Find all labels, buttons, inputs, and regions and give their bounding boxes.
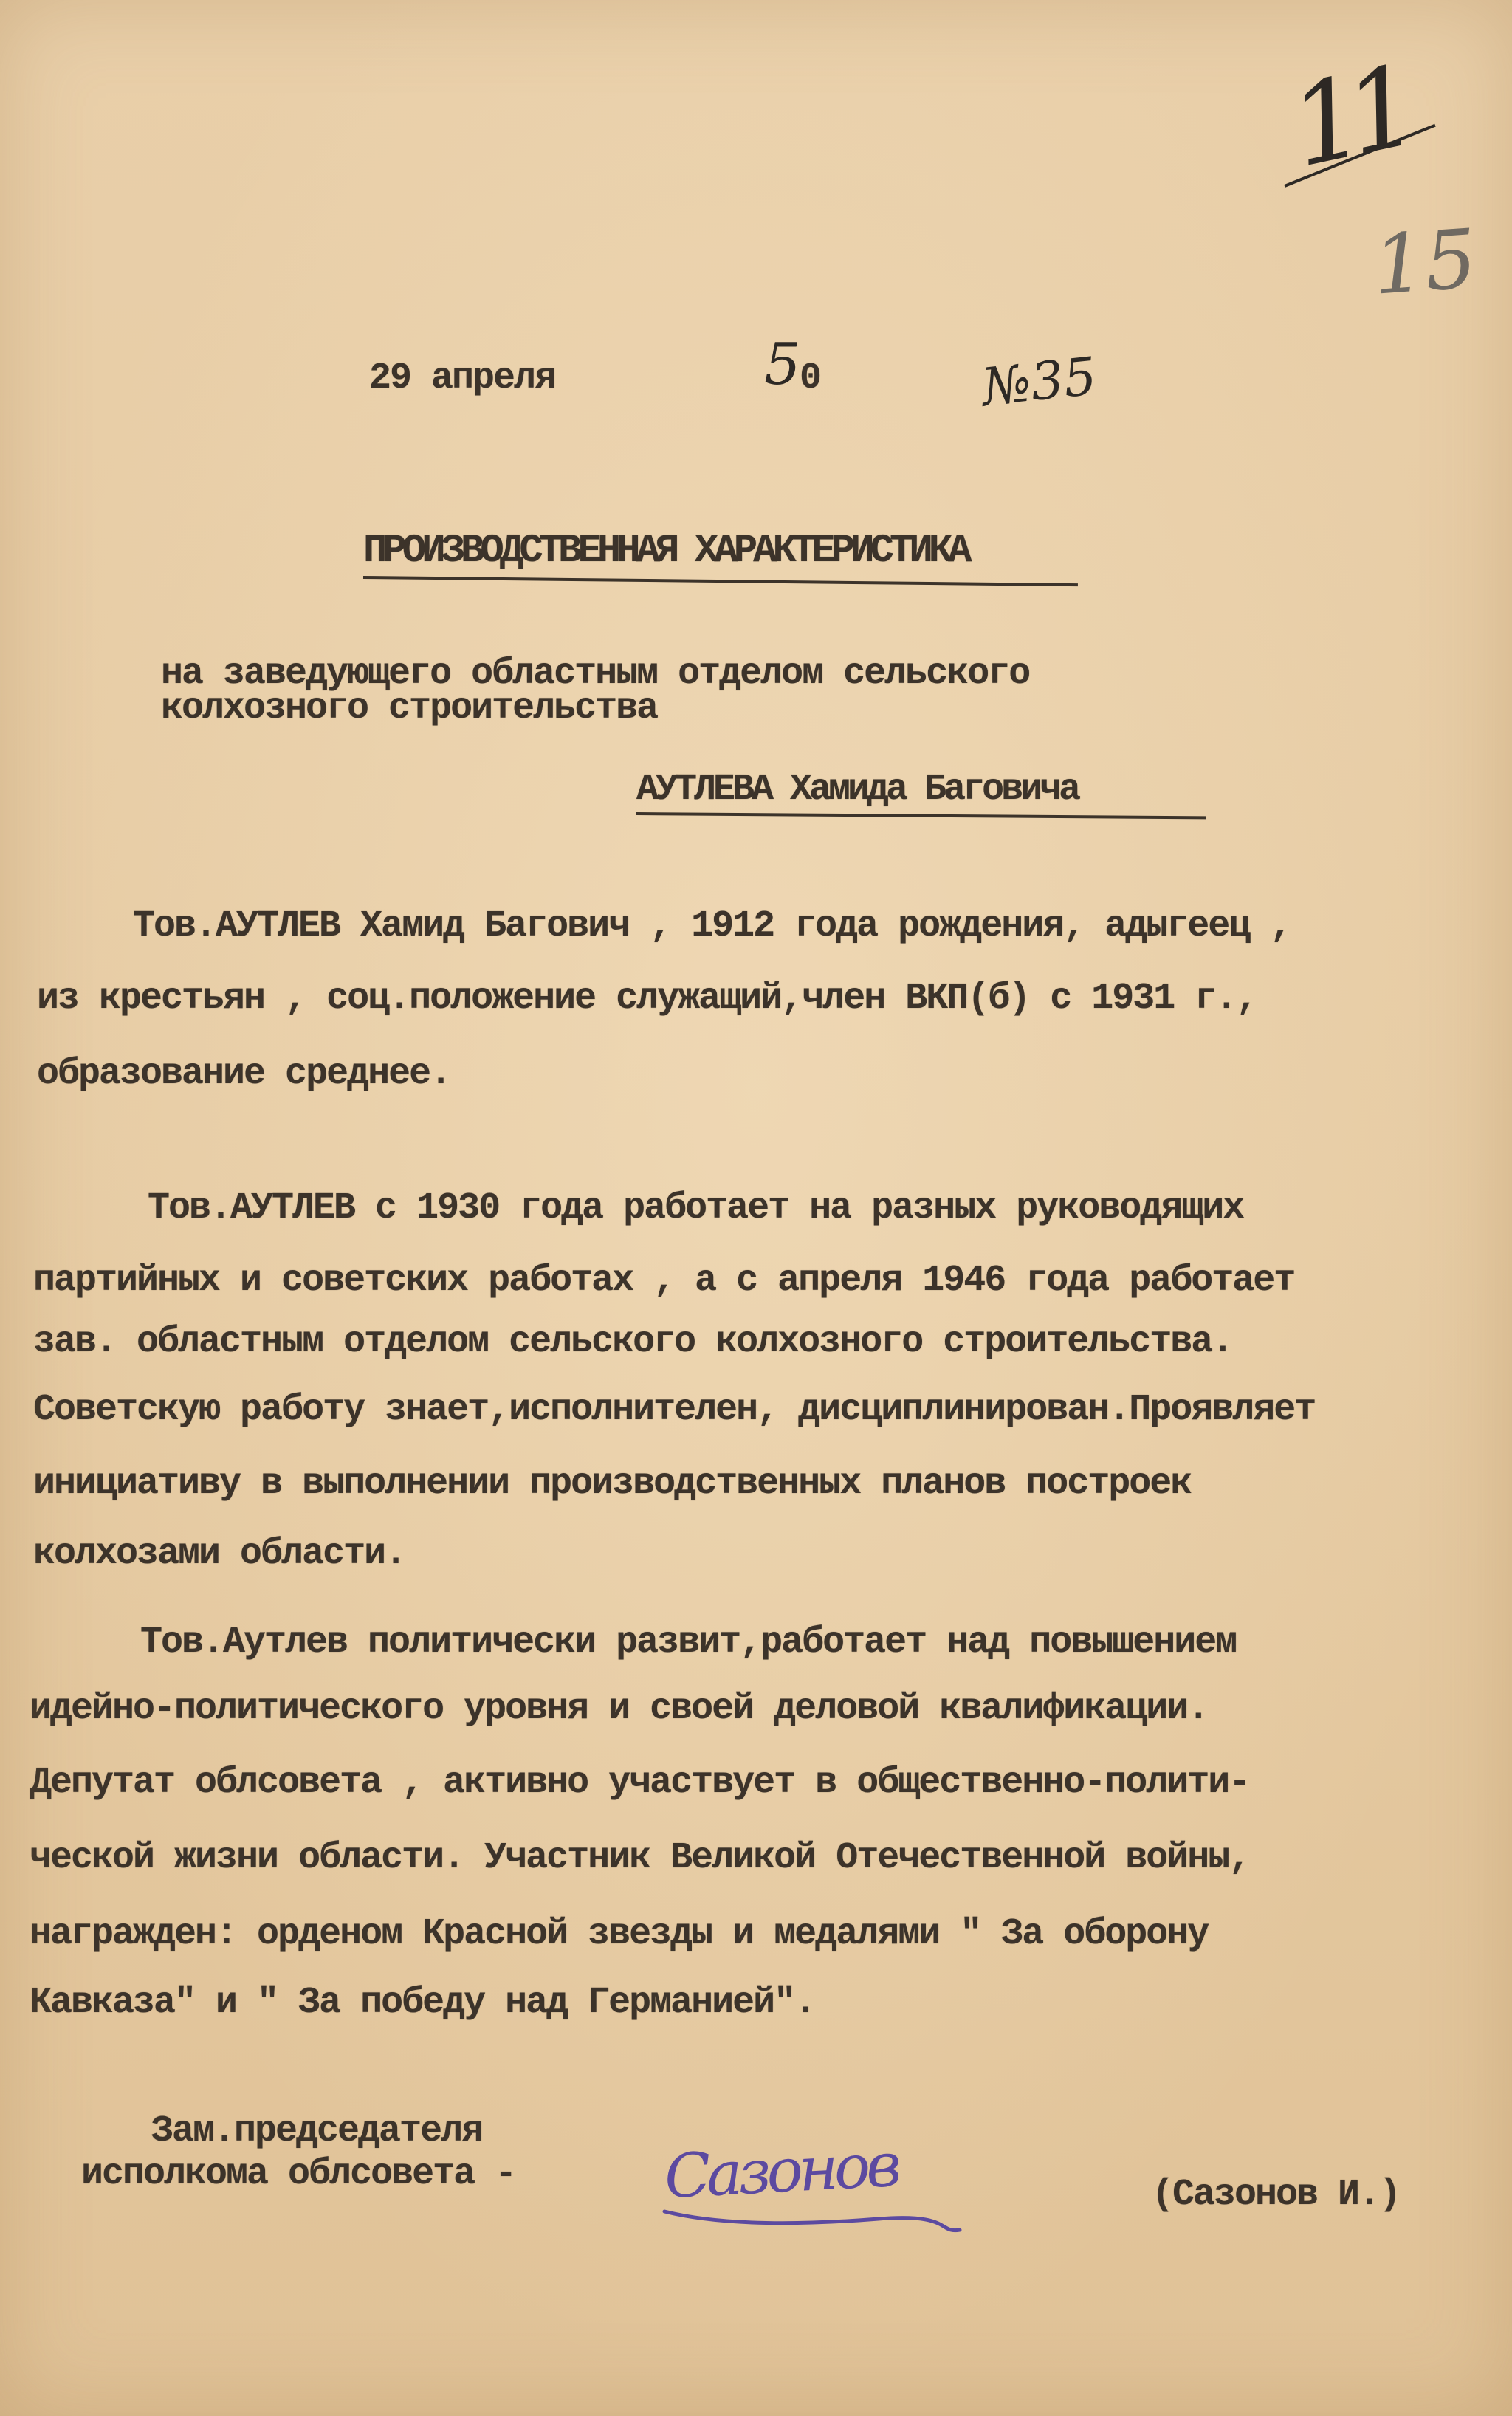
paragraph-3-line-4: ческой жизни области. Участник Великой Отечественной войны,	[30, 1837, 1250, 1879]
paragraph-1-line-3: образование среднее.	[37, 1053, 451, 1095]
subtitle-line-2: колхозного строительства	[161, 687, 658, 730]
document-date: 29 апреля	[369, 357, 556, 399]
paragraph-2-line-3: зав. областным отделом сельского колхозного строительства.	[33, 1321, 1233, 1363]
document-title: ПРОИЗВОДСТВЕННАЯ ХАРАКТЕРИСТИКА	[363, 529, 968, 574]
subtitle-line-1: на заведующего областным отделом сельского	[161, 653, 1030, 695]
paragraph-1-line-1: Тов.АУТЛЕВ Хамид Багович , 1912 года рождения, адыгеец ,	[133, 905, 1291, 947]
archive-page-number-pencil: 15	[1370, 211, 1480, 313]
paragraph-3-line-3: Депутат облсовета , активно участвует в общественно-полити-	[30, 1762, 1250, 1804]
paragraph-2-line-1: Тов.АУТЛЕВ с 1930 года работает на разных руководящих	[148, 1187, 1244, 1229]
year-typed: 0	[800, 357, 821, 399]
signer-position-line-2: исполкома облсовета -	[81, 2153, 516, 2195]
archive-page-number: 11	[1279, 44, 1416, 193]
signer-position-line-1: Зам.председателя	[151, 2110, 483, 2152]
title-underline	[363, 576, 1078, 586]
paragraph-2-line-5: инициативу в выполнении производственных планов построек	[33, 1463, 1192, 1505]
paragraph-2-line-6: колхозами области.	[33, 1533, 406, 1575]
person-name-underline	[636, 812, 1206, 819]
signature: Сазонов	[662, 2130, 899, 2213]
year-handwritten: 5	[764, 332, 801, 398]
signature-flourish	[657, 2197, 967, 2256]
paragraph-2-line-4: Советскую работу знает,исполнителен, дисциплинирован.Проявляет	[33, 1389, 1316, 1431]
paragraph-1-line-2: из крестьян , соц.положение служащий,член ВКП(б) с 1931 г.,	[37, 978, 1257, 1020]
paragraph-3-line-5: награжден: орденом Красной звезды и медалями " За оборону	[30, 1913, 1209, 1955]
paragraph-2-line-2: партийных и советских работах , а с апреля 1946 года работает	[33, 1260, 1295, 1302]
paragraph-3-line-2: идейно-политического уровня и своей деловой квалификации.	[30, 1688, 1209, 1730]
paragraph-3-line-6: Кавказа" и " За победу над Германией".	[30, 1982, 816, 2024]
document-number-handwritten: №35	[979, 346, 1100, 418]
signer-name: (Сазонов И.)	[1152, 2174, 1401, 2216]
person-name: АУТЛЕВА Хамида Баговича	[636, 769, 1079, 811]
paragraph-3-line-1: Тов.Аутлев политически развит,работает над повышением	[140, 1621, 1237, 1664]
